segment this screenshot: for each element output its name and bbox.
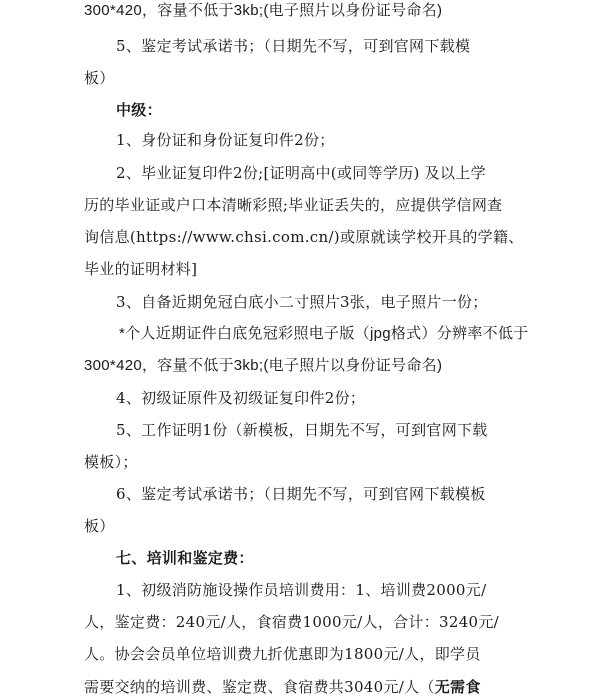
text-line: 历的毕业证或户口本清晰彩照;毕业证丢失的，应提供学信网查 [84, 196, 503, 214]
text-line: 1、初级消防施设操作员培训费用：1、培训费2000元/ [116, 581, 487, 599]
text-line: *个人近期证件白底免冠彩照电子版（jpg格式）分辨率不低于 [119, 325, 529, 342]
text-line: 6、鉴定考试承诺书；（日期先不写，可到官网下载模板 [116, 485, 486, 503]
text-line-content: 需要交纳的培训费、鉴定费、食宿费共3040元/人（ [84, 678, 435, 696]
text-line: 板） [84, 517, 115, 535]
section-heading: 中级： [116, 101, 162, 119]
text-line [84, 677, 481, 697]
text-line: 300*420，容量不低于3kb;(电子照片以身份证号命名) [84, 357, 443, 374]
text-line: 2、毕业证复印件2份;[证明高中(或同等学历) 及以上学 [116, 164, 486, 182]
section-heading: 七、培训和鉴定费： [116, 549, 254, 567]
text-line: 4、初级证原件及初级证复印件2份； [116, 389, 366, 407]
text-line: 人。协会会员单位培训费九折优惠即为1800元/人，即学员 [84, 645, 481, 663]
text-line: 人，鉴定费：240元/人，食宿费1000元/人，合计：3240元/ [84, 613, 500, 631]
text-line: 300*420，容量不低于3kb;(电子照片以身份证号命名) [84, 2, 443, 19]
text-line: 5、工作证明1份（新模板，日期先不写，可到官网下载 [116, 421, 488, 439]
text-line: 1、身份证和身份证复印件2份； [116, 131, 335, 149]
bold-emphasis: 无需食 [434, 678, 481, 696]
text-line: 板） [84, 69, 115, 87]
text-line: 5、鉴定考试承诺书；（日期先不写，可到官网下载模 [116, 37, 471, 55]
text-line: 3、自备近期免冠白底小二寸照片3张，电子照片一份； [116, 293, 488, 311]
text-line: 模板）； [84, 453, 138, 471]
text-line: 询信息(https://www.chsi.com.cn/)或原就读学校开具的学籍、 [84, 228, 524, 246]
text-line: 毕业的证明材料] [84, 260, 198, 278]
